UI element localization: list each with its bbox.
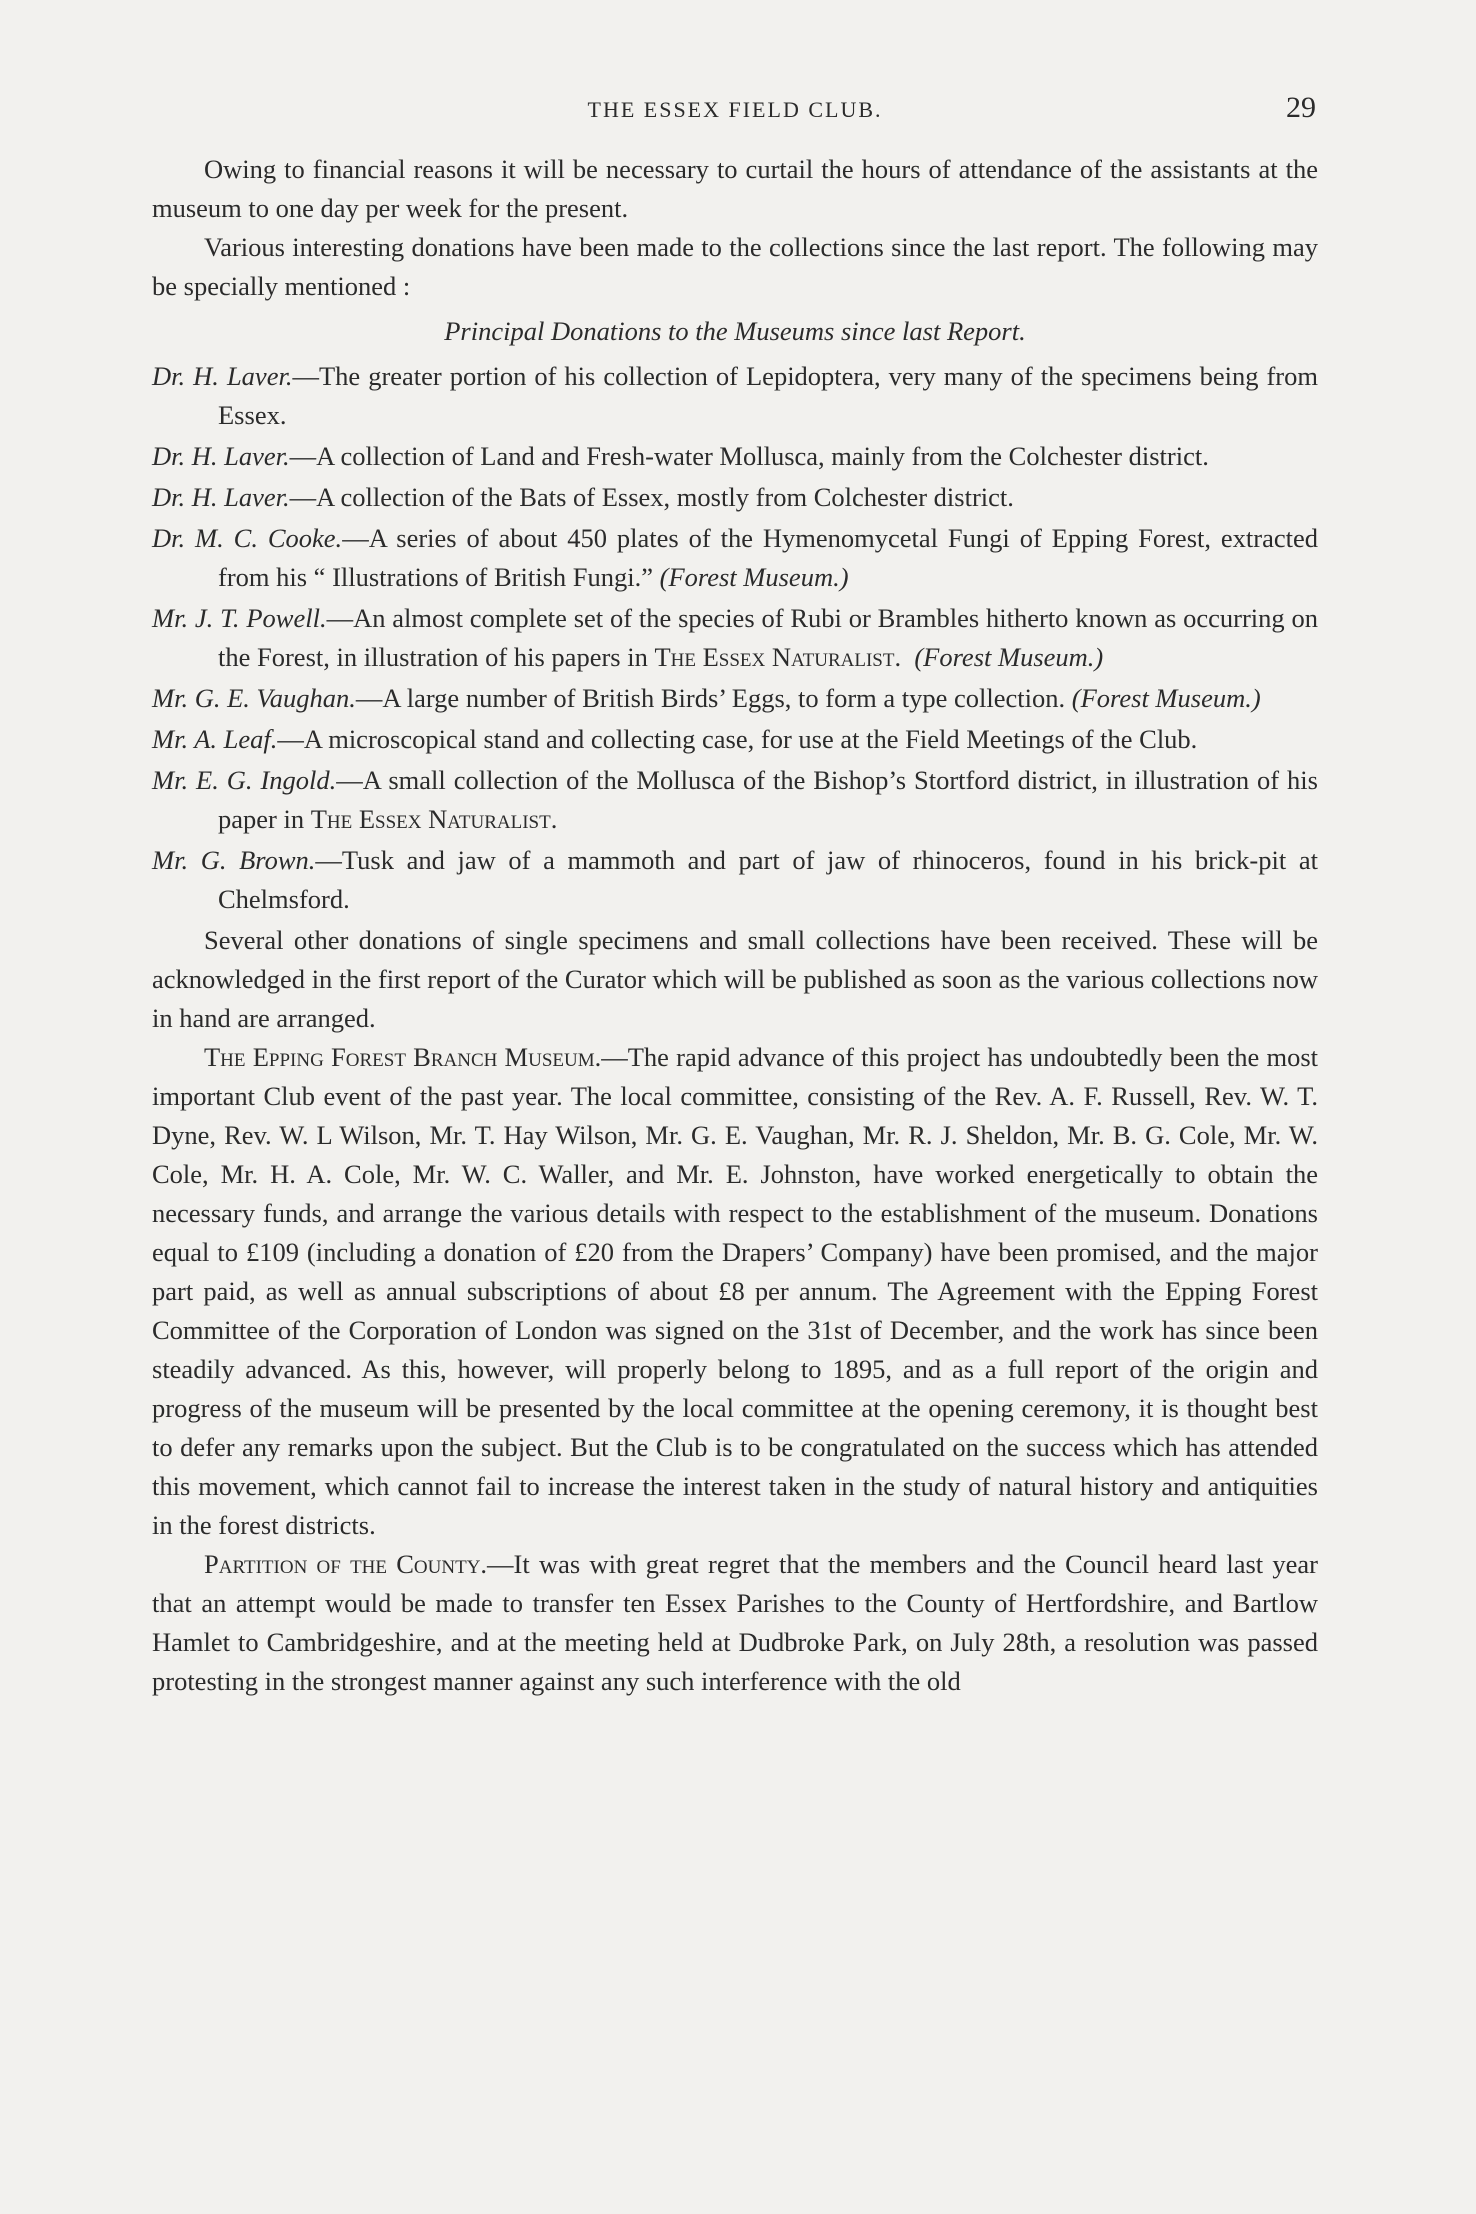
donation-item	[152, 599, 1318, 677]
running-header	[152, 88, 1318, 128]
donation-description: —A microscopical stand and collecting case, for use at the Field Meetings of the Club.	[277, 724, 1198, 754]
donation-description: —A collection of Land and Fresh-water Mollusca, mainly from the Colchester district.	[289, 441, 1209, 471]
paragraph-partition-of-county	[152, 1545, 1318, 1701]
running-title: THE ESSEX FIELD CLUB.	[587, 97, 883, 122]
journal-title: The Essex Naturalist.	[654, 642, 902, 672]
section-body: —The rapid advance of this project has undoubtedly been the most important Club event of the past year. The local committee, consisting of the Rev. A. F. Russell, Rev. W. T. Dyne, Rev. W. L Wilson, Mr. T. Hay Wilson, Mr. G. E. Vaughan, Mr. R. J. Sheldon, Mr. B. G. Cole, Mr. W. Cole, Mr. H. A. Cole, Mr. W. C. Waller, and Mr. E. Johnston, have worked energetically to obtain the necessary funds, and arrange the various details with respect to the establishment of the museum. Donations equal to £109 (including a donation of £20 from the Drapers’ Company) have been promised, and the major part paid, as well as annual subscriptions of about £8 per annum. The Agreement with the Epping Forest Committee of the Corporation of London was signed on the 31st of December, and the work has since been steadily advanced. As this, however, will properly belong to 1895, and as a full report of the origin and progress of the museum will be presented by the local committee at the opening ceremony, it is thought best to defer any remarks upon the subject. But the Club is to be congratulated on the success which has attended this movement, which cannot fail to increase the interest taken in the study of natural history and antiquities in the forest districts.	[152, 1042, 1318, 1540]
donation-item	[152, 679, 1318, 718]
donor-name: Dr. H. Laver.	[152, 441, 290, 471]
donation-description: —Tusk and jaw of a mammoth and part of jaw of rhinoceros, found in his brick-pit at Chelmsford.	[218, 845, 1318, 914]
page-number: 29	[1286, 91, 1316, 124]
donation-item	[152, 519, 1318, 597]
donation-description: —A small collection of the Mollusca of the Bishop’s Stortford district, in illustration of his paper in	[218, 765, 1318, 834]
donations-list	[152, 357, 1318, 919]
donation-item	[152, 357, 1318, 435]
donor-name: Mr. E. G. Ingold.	[152, 765, 337, 795]
donation-description: —A series of about 450 plates of the Hymenomycetal Fungi of Epping Forest, extracted from his “ Illustrations of British Fungi.”	[218, 523, 1318, 592]
donation-description: —A large number of British Birds’ Eggs, to form a type collection.	[355, 683, 1072, 713]
paragraph-museum-hours: Owing to financial reasons it will be necessary to curtail the hours of attendance of the assistants at the museum to one day per week for the present.	[152, 154, 1318, 223]
donation-location-note: (Forest Museum.)	[914, 642, 1104, 672]
donation-location-note: (Forest Museum.)	[659, 562, 849, 592]
donation-item	[152, 437, 1318, 476]
journal-title: The Essex Naturalist.	[310, 804, 558, 834]
donation-description: —A collection of the Bats of Essex, mostly from Colchester district.	[289, 482, 1014, 512]
donation-item	[152, 478, 1318, 517]
section-heading: The Epping Forest Branch Museum.	[204, 1042, 602, 1072]
donor-name: Dr. H. Laver.	[152, 482, 290, 512]
donor-name: Mr. G. Brown.	[152, 845, 316, 875]
paragraph-donations-intro: Various interesting donations have been made to the collections since the last report. The following may be specially mentioned :	[152, 232, 1318, 301]
donation-item	[152, 720, 1318, 759]
donation-item	[152, 841, 1318, 919]
donation-description: —The greater portion of his collection of Lepidoptera, very many of the specimens being from Essex.	[218, 361, 1318, 430]
paragraph-epping-forest-museum	[152, 1038, 1318, 1545]
paragraph-other-donations: Several other donations of single specimens and small collections have been received. These will be acknowledged in the first report of the Curator which will be published as soon as the various collections now in hand are arranged.	[152, 925, 1318, 1033]
donor-name: Mr. J. T. Powell.	[152, 603, 327, 633]
donation-item	[152, 761, 1318, 839]
section-body: —It was with great regret that the members and the Council heard last year that an attempt would be made to transfer ten Essex Parishes to the County of Hertfordshire, and Bartlow Hamlet to Cambridgeshire, and at the meeting held at Dudbroke Park, on July 28th, a resolution was passed protesting in the strongest manner against any such interference with the old	[152, 1549, 1318, 1696]
donor-name: Mr. G. E. Vaughan.	[152, 683, 356, 713]
donor-name: Dr. M. C. Cooke.	[152, 523, 343, 553]
section-heading: Partition of the County.	[204, 1549, 488, 1579]
donation-description: —An almost complete set of the species of Rubi or Brambles hitherto known as occurring on the Forest, in illustration of his papers in	[218, 603, 1318, 672]
donations-heading: Principal Donations to the Museums since last Report.	[444, 316, 1026, 346]
donation-location-note: (Forest Museum.)	[1071, 683, 1261, 713]
document-page	[152, 88, 1318, 1701]
donor-name: Mr. A. Leaf.	[152, 724, 278, 754]
donor-name: Dr. H. Laver.	[152, 361, 293, 391]
